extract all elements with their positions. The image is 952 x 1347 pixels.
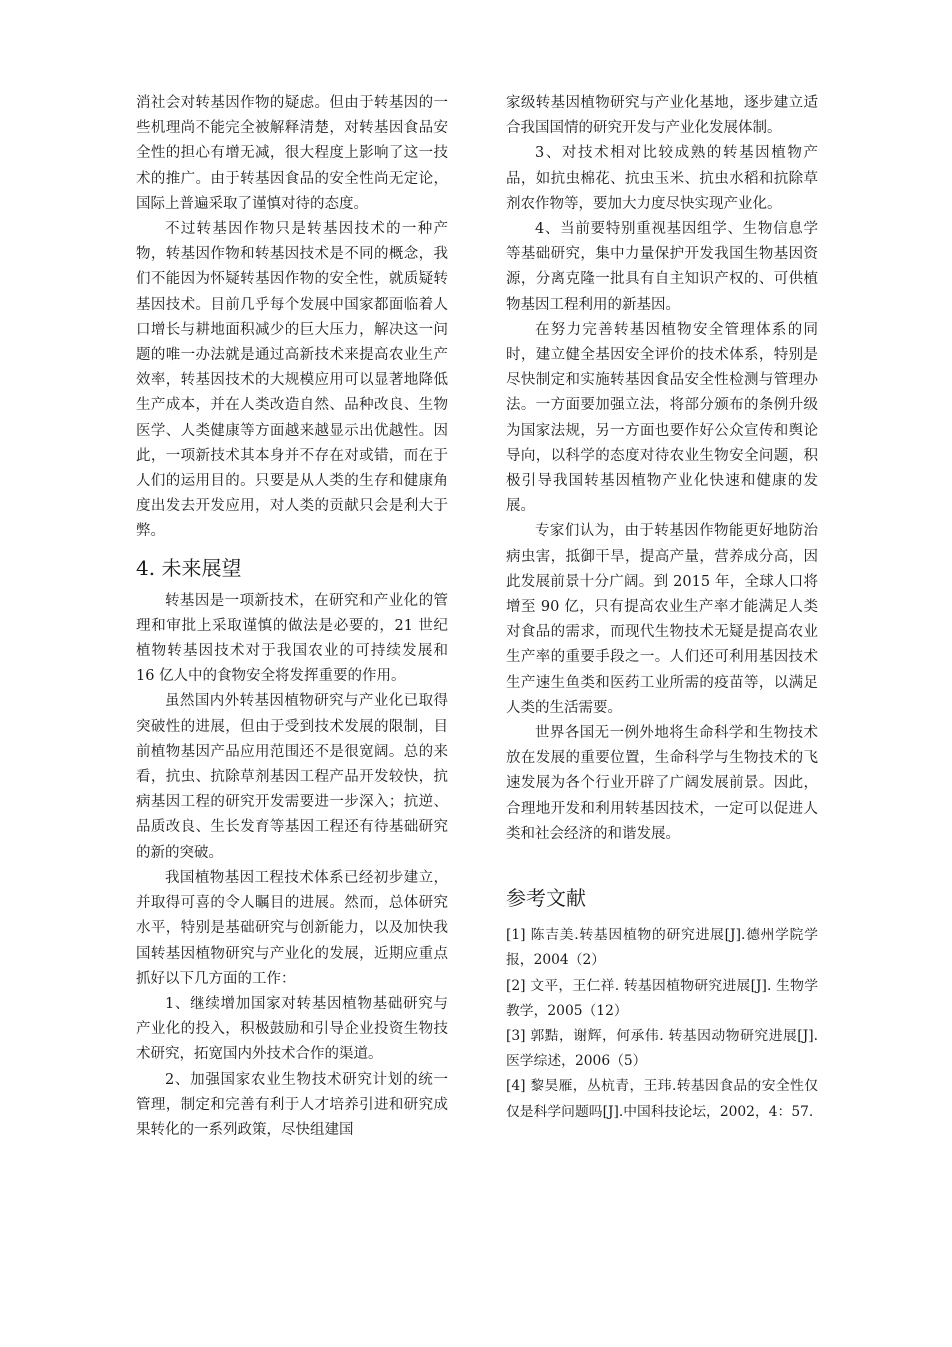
list-item: 3、对技术相对比较成熟的转基因植物产品，如抗虫棉花、抗虫玉米、抗虫水稻和抗除草剂农作物等，要加大力度尽快实现产业化。	[506, 145, 818, 212]
paragraph: 虽然国内外转基因植物研究与产业化已取得突破性的进展，但由于受到技术发展的限制，目前植物基因产品应用范围还不是很宽阔。总的来看，抗虫、抗除草剂基因工程产品开发较快，抗病基因工程的研究开发需要进一步深入；抗逆、品质改良、生长发育等基因工程还有待基础研究的新的突破。	[136, 693, 448, 861]
paragraph: 消社会对转基因作物的疑虑。但由于转基因的一些机理尚不能完全被解释清楚，对转基因食品安全性的担心有增无减，很大程度上影响了这一技术的推广。由于转基因食品的安全性尚无定论，国际上普遍采取了谨慎对待的态度。	[136, 95, 448, 212]
right-column	[506, 91, 818, 1125]
paragraph: 不过转基因作物只是转基因技术的一种产物，转基因作物和转基因技术是不同的概念，我们不能因为怀疑转基因作物的安全性，就质疑转基因技术。目前几乎每个发展中国家都面临着人口增长与耕地面积减少的巨大压力，解决这一问题的唯一办法就是通过高新技术来提高农业生产效率，转基因技术的大规模应用可以显著地降低生产成本，并在人类改造自然、品种改良、生物医学、人类健康等方面越来越显示出优越性。因此，一项新技术其本身并不存在对或错，而在于人们的运用目的。只要是从人类的生存和健康角度出发去开发应用，对人类的贡献只会是利大于弊。	[136, 221, 448, 540]
reference-item: [1] 陈吉美.转基因植物的研究进展[J].德州学院学报，2004（2）	[506, 927, 818, 969]
paragraph: 专家们认为，由于转基因作物能更好地防治病虫害，抵御干旱，提高产量，营养成分高，因此发展前景十分广阔。到 2015 年，全球人口将增至 90 亿，只有提高农业生产率才能满足人类对食品的需求，而现代生物技术无疑是提高农业生产率的重要手段之一。人们还可利用基因技术生产速生鱼类和医药工业所需的疫苗等，以满足人类的生活需要。	[506, 523, 818, 716]
paragraph: 在努力完善转基因植物安全管理体系的同时，建立健全基因安全评价的技术体系，特别是尽快制定和实施转基因食品安全性检测与管理办法。一方面要加强立法，将部分颁布的条例升级为国家法规，另一方面也要作好公众宣传和舆论导向，以科学的态度对待农业生物安全问题，积极引导我国转基因植物产业化快速和健康的发展。	[506, 321, 818, 515]
list-item: 2、加强国家农业生物技术研究计划的统一管理，制定和完善有利于人才培养引进和研究成果转化的一系列政策，尽快组建国	[136, 1071, 448, 1138]
left-column	[136, 91, 448, 1143]
paragraph: 我国植物基因工程技术体系已经初步建立，并取得可喜的令人瞩目的进展。然而，总体研究水平，特别是基础研究与创新能力，以及加快我国转基因植物研究与产业化的发展，近期应重点抓好以下几方面的工作：	[136, 869, 448, 987]
paragraph: 家级转基因植物研究与产业化基地，逐步建立适合我国国情的研究开发与产业化发展体制。	[506, 95, 818, 137]
reference-item: [3] 郭黠，谢辉，何承伟. 转基因动物研究进展[J]. 医学综述，2006（5）	[506, 1027, 818, 1070]
reference-item: [2] 文平，王仁祥. 转基因植物研究进展[J]. 生物学教学，2005（12）	[506, 977, 818, 1019]
reference-item: [4] 黎昊雁，丛杭青，王玮.转基因食品的安全性仅仅是科学问题吗[J].中国科技论坛，2002，4：57.	[506, 1078, 818, 1120]
list-item: 4、当前要特别重视基因组学、生物信息学等基础研究，集中力量保护开发我国生物基因资源，分离克隆一批具有自主知识产权的、可供植物基因工程利用的新基因。	[506, 221, 818, 313]
references-heading: 参考文献	[506, 886, 586, 911]
section-heading: 4. 未来展望	[136, 555, 242, 580]
paragraph: 转基因是一项新技术，在研究和产业化的管理和审批上采取谨慎的做法是必要的，21 世纪植物转基因技术对于我国农业的可持续发展和 16 亿人中的食物安全将发挥重要的作用。	[136, 592, 448, 685]
list-item: 1、继续增加国家对转基因植物基础研究与产业化的投入，积极鼓励和引导企业投资生物技术研究，拓宽国内外技术合作的渠道。	[136, 995, 448, 1063]
paragraph: 世界各国无一例外地将生命科学和生物技术放在发展的重要位置，生命科学与生物技术的飞速发展为各个行业开辟了广阔发展前景。因此，合理地开发和利用转基因技术，一定可以促进人类和社会经济的和谐发展。	[506, 725, 818, 842]
